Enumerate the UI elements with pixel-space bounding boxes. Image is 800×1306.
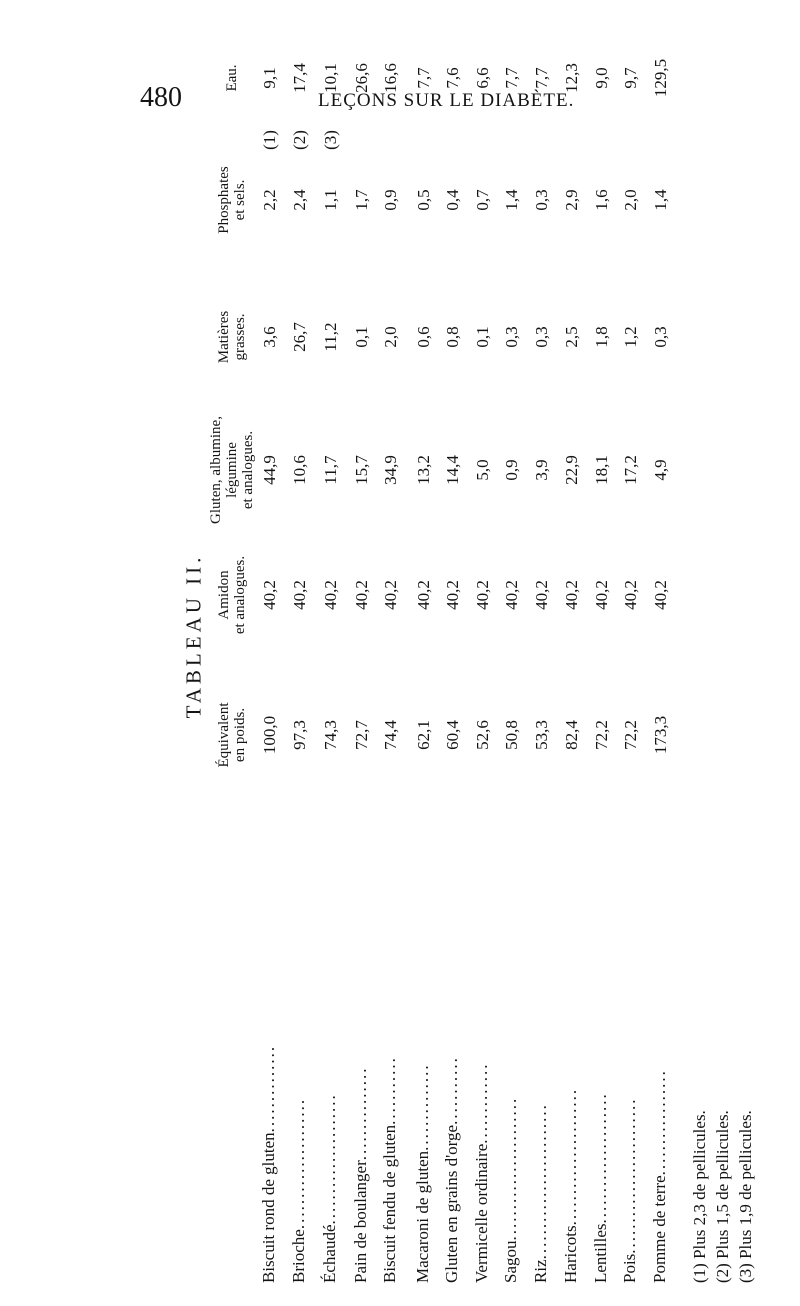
column-header-gluten xyxy=(208,416,256,524)
row-label xyxy=(413,723,433,1283)
row-label-name: Riz xyxy=(531,1259,550,1283)
cell-eau: 7,7 xyxy=(502,67,521,89)
cell-gluten: 22,9 xyxy=(562,455,581,485)
row-label xyxy=(351,723,371,1283)
cell-graisses: 2,5 xyxy=(562,326,581,348)
cell-graisses: 2,0 xyxy=(381,326,400,348)
row-label-name: Échaudé xyxy=(320,1224,339,1283)
dot-leader: ..................... xyxy=(289,1097,308,1230)
cell-phosphates: 2,9 xyxy=(562,189,581,211)
row-label-name: Gluten en grains d'orge xyxy=(442,1124,461,1283)
row-label-name: Brioche xyxy=(289,1229,308,1283)
cell-eau: 7,6 xyxy=(443,67,462,89)
cell-graisses: 11,2 xyxy=(321,322,340,352)
row-label xyxy=(320,723,340,1283)
cell-gluten: 5,0 xyxy=(473,459,492,481)
cell-amidon: 40,2 xyxy=(651,580,670,610)
column-header-line: grasses. xyxy=(232,313,248,361)
footnote: (2) Plus 1,5 de pellicules. xyxy=(713,1110,732,1283)
cell-equivalent: 74,4 xyxy=(381,720,400,750)
cell-amidon: 40,2 xyxy=(473,580,492,610)
row-label xyxy=(591,723,611,1283)
cell-eau: 129,5 xyxy=(651,58,670,98)
row-label-name: Pomme de terre xyxy=(650,1175,669,1283)
column-header-line: Gluten, albumine, xyxy=(208,416,224,524)
row-label xyxy=(259,723,279,1283)
cell-graisses: 0,8 xyxy=(443,326,462,348)
footnote: (3) Plus 1,9 de pellicules. xyxy=(736,1110,755,1283)
cell-amidon: 40,2 xyxy=(260,580,279,610)
cell-equivalent: 72,7 xyxy=(352,720,371,750)
dot-leader: ................. xyxy=(650,1069,669,1176)
cell-phosphates: 2,2 xyxy=(260,189,279,211)
column-header-line: et analogues. xyxy=(232,555,248,635)
dot-leader: ..................... xyxy=(591,1092,610,1224)
cell-eau: 6,6 xyxy=(473,67,492,89)
row-label-name: Lentilles xyxy=(591,1223,610,1283)
cell-graisses: 3,6 xyxy=(260,326,279,348)
cell-graisses: 0,1 xyxy=(473,326,492,348)
cell-equivalent: 74,3 xyxy=(321,720,340,750)
column-header-line: Équivalent xyxy=(216,702,232,768)
running-head: LEÇONS SUR LE DIABÈTE. xyxy=(318,90,575,111)
cell-phosphates: 1,7 xyxy=(352,189,371,211)
cell-eau: 12,3 xyxy=(562,63,581,93)
footnote-marker: (1) xyxy=(260,130,279,150)
cell-graisses: 0,3 xyxy=(651,326,670,348)
cell-equivalent: 60,4 xyxy=(443,720,462,750)
cell-gluten: 0,9 xyxy=(502,459,521,481)
cell-gluten: 14,4 xyxy=(443,455,462,485)
column-header-graisses xyxy=(216,311,248,363)
dot-leader: ........... xyxy=(380,1056,399,1125)
cell-phosphates: 0,4 xyxy=(443,189,462,211)
row-label-name: Pain de boulanger xyxy=(351,1160,370,1283)
row-label xyxy=(289,723,309,1283)
cell-phosphates: 1,4 xyxy=(651,189,670,211)
cell-eau: 9,7 xyxy=(621,67,640,89)
cell-eau: 10,1 xyxy=(321,63,340,93)
cell-graisses: 0,6 xyxy=(414,326,433,348)
row-label-name: Biscuit rond de gluten xyxy=(259,1132,278,1283)
row-label-name: Macaroni de gluten xyxy=(413,1150,432,1283)
column-header-phosphates xyxy=(216,166,248,234)
cell-gluten: 13,2 xyxy=(414,455,433,485)
cell-equivalent: 173,3 xyxy=(651,715,670,755)
row-label xyxy=(472,723,492,1283)
cell-phosphates: 0,5 xyxy=(414,189,433,211)
column-header-line: Matières xyxy=(216,310,232,364)
page-number: 480 xyxy=(140,82,182,113)
row-label-name: Pois xyxy=(620,1253,639,1283)
column-header-line: Phosphates xyxy=(216,166,232,234)
cell-amidon: 40,2 xyxy=(381,580,400,610)
cell-amidon: 40,2 xyxy=(443,580,462,610)
cell-gluten: 11,7 xyxy=(321,455,340,485)
dot-leader: ........... xyxy=(442,1056,461,1125)
cell-gluten: 10,6 xyxy=(290,455,309,485)
row-label xyxy=(501,723,521,1283)
cell-amidon: 40,2 xyxy=(532,580,551,610)
cell-phosphates: 1,1 xyxy=(321,189,340,211)
cell-eau: 9,0 xyxy=(592,67,611,89)
cell-phosphates: 1,6 xyxy=(592,189,611,211)
cell-phosphates: 0,3 xyxy=(532,189,551,211)
column-header-equivalent xyxy=(216,703,248,768)
cell-eau: 17,4 xyxy=(290,63,309,93)
cell-graisses: 0,3 xyxy=(532,326,551,348)
cell-phosphates: 2,4 xyxy=(290,189,309,211)
footnote: (1) Plus 2,3 de pellicules. xyxy=(690,1110,709,1283)
column-header-line: en poids. xyxy=(232,707,248,763)
column-header-eau xyxy=(224,64,240,91)
cell-amidon: 40,2 xyxy=(621,580,640,610)
table-title: TABLEAU II. xyxy=(181,553,206,719)
column-header-amidon xyxy=(216,556,248,634)
cell-gluten: 34,9 xyxy=(381,455,400,485)
row-label-name: Biscuit fendu de gluten xyxy=(380,1124,399,1283)
cell-eau: 9,1 xyxy=(260,67,279,89)
cell-eau: 7,7 xyxy=(414,67,433,89)
cell-graisses: 1,8 xyxy=(592,326,611,348)
cell-eau: 7,7 xyxy=(532,67,551,89)
row-label xyxy=(442,723,462,1283)
cell-gluten: 44,9 xyxy=(260,455,279,485)
dot-leader: ...................... xyxy=(561,1087,580,1226)
cell-equivalent: 97,3 xyxy=(290,720,309,750)
dot-leader: ......................... xyxy=(531,1103,550,1260)
row-label xyxy=(531,723,551,1283)
dot-leader: ............. xyxy=(472,1062,491,1144)
cell-graisses: 0,1 xyxy=(352,326,371,348)
cell-eau: 16,6 xyxy=(381,63,400,93)
column-header-line: et sels. xyxy=(232,179,248,221)
cell-phosphates: 0,9 xyxy=(381,189,400,211)
cell-amidon: 40,2 xyxy=(502,580,521,610)
row-label-name: Sagou xyxy=(501,1240,520,1283)
dot-leader: ....................... xyxy=(501,1096,520,1241)
column-header-line: Eau. xyxy=(224,64,240,92)
cell-equivalent: 72,2 xyxy=(592,720,611,750)
cell-gluten: 4,9 xyxy=(651,459,670,481)
row-label xyxy=(380,723,400,1283)
cell-equivalent: 100,0 xyxy=(260,715,279,755)
cell-gluten: 3,9 xyxy=(532,459,551,481)
cell-phosphates: 1,4 xyxy=(502,189,521,211)
dot-leader: ..................... xyxy=(320,1093,339,1225)
cell-amidon: 40,2 xyxy=(290,580,309,610)
cell-equivalent: 62,1 xyxy=(414,720,433,750)
cell-equivalent: 50,8 xyxy=(502,720,521,750)
row-label-name: Vermicelle ordinaire xyxy=(472,1143,491,1283)
dot-leader: ............... xyxy=(351,1066,370,1161)
row-label xyxy=(620,723,640,1283)
footnote-marker: (3) xyxy=(321,130,340,150)
cell-equivalent: 72,2 xyxy=(621,720,640,750)
cell-gluten: 15,7 xyxy=(352,455,371,485)
cell-amidon: 40,2 xyxy=(562,580,581,610)
column-header-line: Amidon xyxy=(216,570,232,620)
cell-phosphates: 0,7 xyxy=(473,189,492,211)
cell-equivalent: 53,3 xyxy=(532,720,551,750)
dot-leader: .............. xyxy=(259,1044,278,1133)
cell-eau: 26,6 xyxy=(352,63,371,93)
column-header-line: légumine xyxy=(224,442,240,498)
cell-graisses: 0,3 xyxy=(502,326,521,348)
cell-equivalent: 52,6 xyxy=(473,720,492,750)
cell-graisses: 26,7 xyxy=(290,322,309,352)
dot-leader: .............. xyxy=(413,1063,432,1151)
cell-amidon: 40,2 xyxy=(352,580,371,610)
cell-phosphates: 2,0 xyxy=(621,189,640,211)
row-label xyxy=(650,723,670,1283)
dot-leader: ......................... xyxy=(620,1097,639,1254)
cell-equivalent: 82,4 xyxy=(562,720,581,750)
cell-gluten: 17,2 xyxy=(621,455,640,485)
cell-amidon: 40,2 xyxy=(414,580,433,610)
cell-amidon: 40,2 xyxy=(592,580,611,610)
cell-gluten: 18,1 xyxy=(592,455,611,485)
column-header-line: et analogues. xyxy=(240,430,256,510)
row-label xyxy=(561,723,581,1283)
footnote-marker: (2) xyxy=(290,130,309,150)
cell-graisses: 1,2 xyxy=(621,326,640,348)
cell-amidon: 40,2 xyxy=(321,580,340,610)
row-label-name: Haricots xyxy=(561,1225,580,1283)
